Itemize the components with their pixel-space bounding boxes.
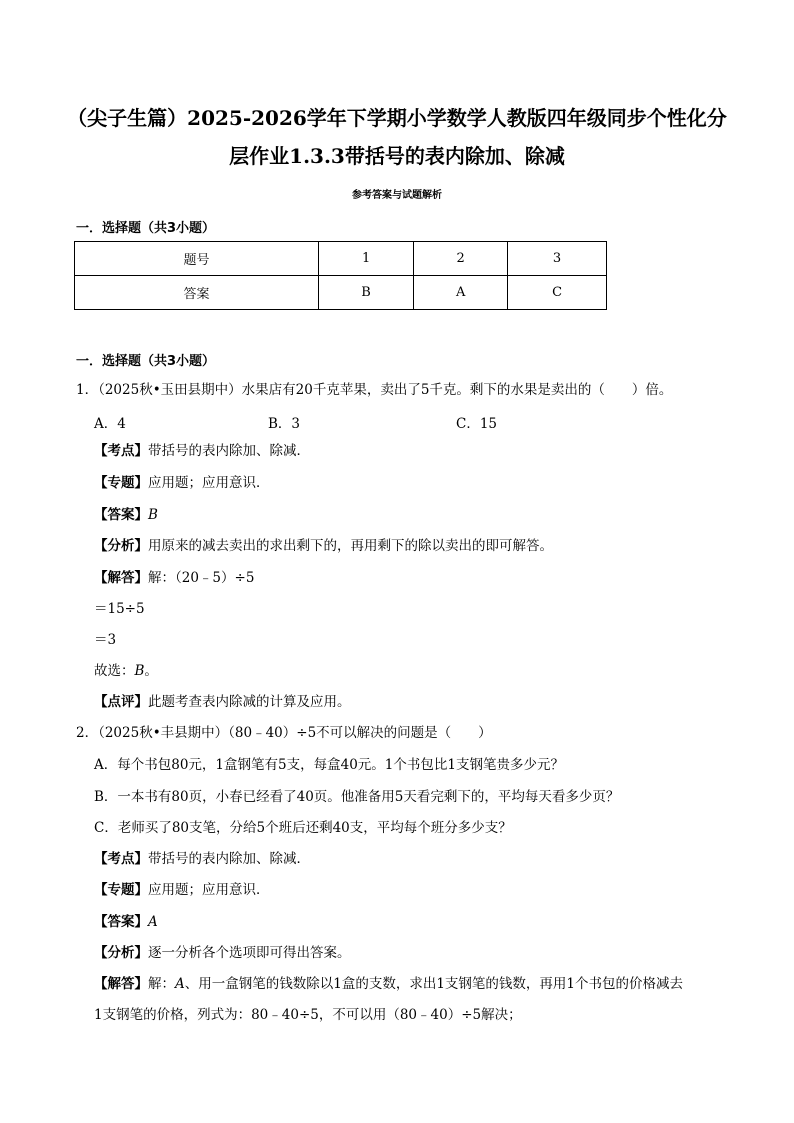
answer-tag: 【答案】 (94, 914, 148, 930)
zhuanti-tag: 【专题】 (94, 475, 148, 491)
q2-option-c: C．老师买了80支笔，分给5个班后还剩40支，平均每个班分多少支？ (94, 820, 512, 836)
q2-option-a: A．每个书包80元，1盒钢笔有5支，每盒40元。1个书包比1支钢笔贵多少元？ (94, 757, 564, 773)
document-subtitle: 参考答案与试题解析 (352, 190, 442, 201)
solution-prefix: 解： (148, 976, 175, 992)
question-1-stem: 1．（2025秋•玉田县期中）水果店有20千克苹果，卖出了5千克。剩下的水果是卖出的（ ）倍。 (76, 382, 673, 398)
table-cell: 2 (414, 242, 508, 276)
q1-comment (94, 692, 351, 712)
q1-answer (94, 505, 158, 525)
solution-option-letter: A (175, 976, 185, 992)
zhuanti-text: 应用题；应用意识． (148, 475, 270, 491)
answer-text: A (148, 914, 158, 930)
question-2-stem: 2．（2025秋•丰县期中）（80﹣40）÷5不可以解决的问题是（ ） (76, 725, 492, 741)
analysis-text: 用原来的减去卖出的求出剩下的，再用剩下的除以卖出的即可解答。 (148, 538, 553, 554)
q2-answer (94, 912, 158, 932)
answer-table (74, 241, 607, 310)
table-cell: B (318, 276, 413, 310)
analysis-text: 逐一分析各个选项即可得出答案。 (148, 945, 351, 961)
document-title-line-1: （尖子生篇）2025-2026学年下学期小学数学人教版四年级同步个性化分 (67, 106, 727, 130)
solution-tag: 【解答】 (94, 570, 148, 586)
table-cell: A (414, 276, 508, 310)
answer-tag: 【答案】 (94, 507, 148, 523)
q1-analysis (94, 536, 553, 556)
zhuanti-tag: 【专题】 (94, 882, 148, 898)
choice-value: B (134, 663, 145, 679)
answer-text: B (148, 507, 158, 523)
q2-analysis (94, 943, 351, 963)
choice-suffix: 。 (144, 663, 158, 679)
solution-text: 解：（20﹣5）÷5 (148, 570, 255, 586)
q1-step-2: ＝3 (94, 632, 117, 648)
section-heading-solutions: 一．选择题（共3小题） (76, 354, 216, 369)
table-row (75, 276, 607, 310)
q2-zhuanti (94, 880, 270, 900)
kaodian-tag: 【考点】 (94, 851, 148, 867)
q1-option-b: B．3 (268, 416, 301, 432)
q2-solution (94, 974, 683, 994)
q2-solution-line-2: 1支钢笔的价格，列式为：80﹣40÷5，不可以用（80﹣40）÷5解决； (94, 1007, 522, 1023)
q1-kaodian (94, 441, 310, 461)
kaodian-text: 带括号的表内除加、除减． (148, 443, 310, 459)
q1-zhuanti (94, 473, 270, 493)
comment-tag: 【点评】 (94, 694, 148, 710)
choice-prefix: 故选： (94, 663, 135, 679)
analysis-tag: 【分析】 (94, 538, 148, 554)
q2-option-b: B．一本书有80页，小春已经看了40页。他准备用5天看完剩下的，平均每天看多少页？ (94, 789, 620, 805)
table-cell: 3 (508, 242, 607, 276)
table-header-cell: 答案 (75, 276, 319, 310)
table-row (75, 242, 607, 276)
comment-text: 此题考查表内除减的计算及应用。 (148, 694, 351, 710)
kaodian-tag: 【考点】 (94, 443, 148, 459)
section-heading-answers: 一．选择题（共3小题） (76, 221, 216, 236)
table-cell: 1 (318, 242, 413, 276)
kaodian-text: 带括号的表内除加、除减． (148, 851, 310, 867)
q1-option-a: A．4 (94, 416, 126, 432)
analysis-tag: 【分析】 (94, 945, 148, 961)
q1-choice (94, 661, 158, 681)
zhuanti-text: 应用题；应用意识． (148, 882, 270, 898)
q1-solution (94, 568, 254, 588)
document-title-line-2: 层作业1.3.3带括号的表内除加、除减 (229, 144, 565, 168)
q1-option-c: C．15 (456, 416, 498, 432)
solution-tag: 【解答】 (94, 976, 148, 992)
q2-kaodian (94, 849, 310, 869)
table-cell: C (508, 276, 607, 310)
table-header-cell: 题号 (75, 242, 319, 276)
q1-step-1: ＝15÷5 (94, 601, 145, 617)
solution-text: 、用一盒钢笔的钱数除以1盒的支数，求出1支钢笔的钱数，再用1个书包的价格减去 (184, 976, 684, 992)
